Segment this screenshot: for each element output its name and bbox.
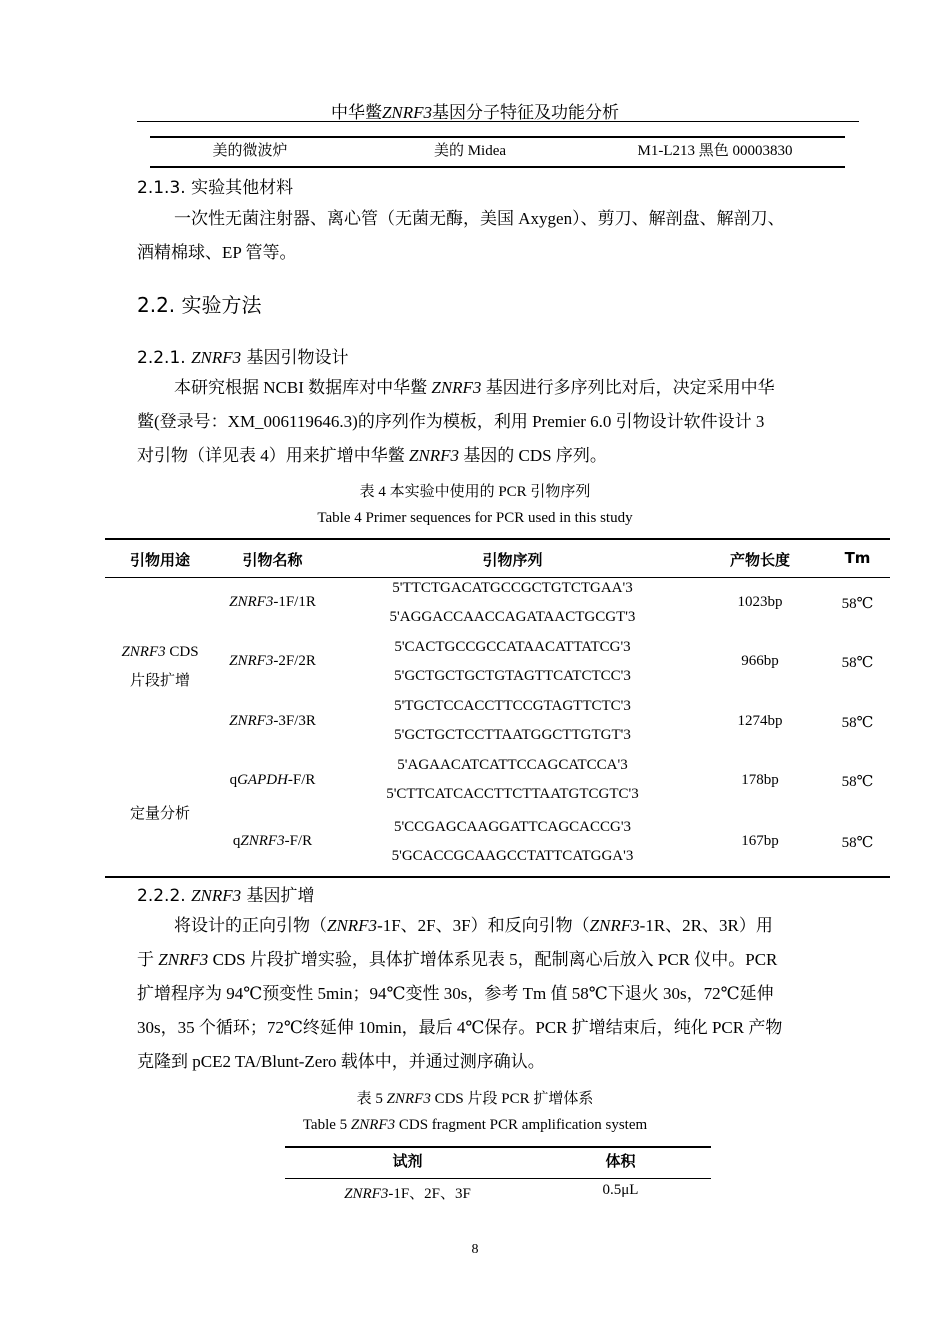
table5-reagent-cell: ZNRF3-1F、2F、3F: [344, 1186, 471, 1202]
primer-name: qZNRF3-F/R: [232, 833, 313, 849]
tm-value: 58℃: [841, 774, 874, 790]
primer-seq-reverse: 5'CTTCATCACCTTCTTAATGTCGTC'3: [386, 786, 639, 802]
section-2-2-2-line2: 于 ZNRF3 CDS 片段扩增实验，具体扩增体系见表 5，配制离心后放入 PCR 仪中。PCR: [137, 950, 778, 969]
equipment-brand: 美的 Midea: [433, 143, 507, 159]
table4-top-rule: [105, 538, 890, 540]
section-2-1-3-heading: 2.1.3. 实验其他材料: [137, 178, 294, 198]
section-2-1-3-line2: 酒精棉球、EP 管等。: [137, 243, 297, 262]
primer-seq-reverse: 5'GCTGCTCCTTAATGGCTTGTGT'3: [394, 727, 631, 743]
section-2-2-2-line4: 30s，35 个循环；72℃终延伸 10min，最后 4℃保存。PCR 扩增结束后，纯化 PCR 产物: [137, 1018, 783, 1037]
table4-header-sequence: 引物序列: [482, 551, 543, 569]
equipment-table-top-rule: [150, 136, 845, 138]
table5-header-volume: 体积: [605, 1152, 636, 1170]
section-2-2-2-paragraph: [137, 909, 862, 1079]
table4-header-rule: [105, 577, 890, 578]
product-length: 178bp: [741, 772, 779, 788]
table5-caption-cn: 表 5 ZNRF3 CDS 片段 PCR 扩增体系: [356, 1091, 594, 1107]
table4-header-length: 产物长度: [729, 551, 790, 569]
table4-header-tm: Tm: [844, 549, 871, 567]
table4-group-cds: ZNRF3 CDS 片段扩增: [121, 644, 199, 689]
primer-seq-forward: 5'AGAACATCATTCCAGCATCCA'3: [397, 757, 628, 773]
table4-header-purpose: 引物用途: [129, 551, 190, 569]
primer-name: ZNRF3-3F/3R: [229, 713, 316, 729]
section-2-2-heading: 2.2. 实验方法: [137, 293, 262, 317]
equipment-table-bottom-rule: [150, 166, 845, 168]
product-length: 167bp: [741, 833, 779, 849]
table4-caption-en: Table 4 Primer sequences for PCR used in this study: [317, 510, 633, 526]
page-number: 8: [471, 1242, 479, 1257]
section-2-2-1-heading: [137, 343, 349, 368]
table5-top-rule: [285, 1146, 711, 1148]
product-length: 1023bp: [737, 594, 783, 610]
table4-header-name: 引物名称: [242, 551, 303, 569]
primer-name: ZNRF3-2F/2R: [229, 653, 316, 669]
section-2-2-1-paragraph: [137, 371, 862, 473]
primer-name: qGAPDH-F/R: [229, 772, 316, 788]
running-header: [0, 98, 950, 123]
header-title-gene: ZNRF3: [381, 103, 433, 122]
table5-header-reagent: 试剂: [392, 1152, 423, 1170]
table5-caption-en: Table 5 ZNRF3 CDS fragment PCR amplification system: [302, 1117, 648, 1133]
table5-volume-cell: 0.5μL: [602, 1182, 639, 1198]
section-2-2-2-line5: 克隆到 pCE2 TA/Blunt-Zero 载体中，并通过测序确认。: [137, 1052, 545, 1071]
tm-value: 58℃: [841, 835, 874, 851]
section-2-2-1-title: 基因引物设计: [246, 348, 349, 368]
product-length: 966bp: [741, 653, 779, 669]
section-2-2-2-line1: 将设计的正向引物（ZNRF3-1F、2F、3F）和反向引物（ZNRF3-1R、2R、3R）用: [174, 916, 773, 935]
section-2-2-1-num: 2.2.1.: [137, 348, 186, 368]
primer-seq-reverse: 5'GCACCGCAAGCCTATTCATGGA'3: [391, 848, 634, 864]
section-2-2-1-line2: 鳖(登录号：XM_006119646.3)的序列作为模板，利用 Premier 6.0 引物设计软件设计 3: [137, 412, 765, 431]
section-2-2-1-line1: 本研究根据 NCBI 数据库对中华鳖 ZNRF3 基因进行多序列比对后，决定采用中华: [174, 378, 775, 397]
table5-header-rule: [285, 1178, 711, 1179]
primer-seq-forward: 5'TTCTGACATGCCGCTGTCTGAA'3: [392, 580, 633, 596]
section-2-2-1-gene: ZNRF3: [191, 348, 242, 367]
section-2-2-1-line3: 对引物（详见表 4）用来扩增中华鳖 ZNRF3 基因的 CDS 序列。: [137, 446, 607, 465]
primer-seq-forward: 5'CACTGCCGCCATAACATTATCG'3: [394, 639, 631, 655]
product-length: 1274bp: [737, 713, 783, 729]
header-title-prefix: 中华鳖: [330, 103, 382, 122]
table4-caption-cn: 表 4 本实验中使用的 PCR 引物序列: [359, 484, 591, 500]
primer-seq-forward: 5'CCGAGCAAGGATTCAGCACCG'3: [393, 819, 632, 835]
primer-name: ZNRF3-1F/1R: [229, 594, 316, 610]
primer-seq-reverse: 5'GCTGCTGCTGTAGTTCATCTCC'3: [394, 668, 631, 684]
tm-value: 58℃: [841, 715, 874, 731]
header-rule: [137, 121, 859, 122]
primer-seq-reverse: 5'AGGACCAACCAGATAACTGCGT'3: [389, 609, 636, 625]
section-2-2-2-line3: 扩增程序为 94℃预变性 5min；94℃变性 30s，参考 Tm 值 58℃下退火 30s，72℃延伸: [137, 984, 774, 1003]
section-2-1-3-text: [137, 202, 862, 270]
equipment-model: M1-L213 黑色 00003830: [637, 143, 793, 159]
table4-bottom-rule: [105, 876, 890, 878]
header-title-suffix: 基因分子特征及功能分析: [432, 103, 620, 122]
primer-seq-forward: 5'TGCTCCACCTTCCGTAGTTCTC'3: [394, 698, 631, 714]
tm-value: 58℃: [841, 655, 874, 671]
tm-value: 58℃: [841, 596, 874, 612]
section-2-1-3-line1: 一次性无菌注射器、离心管（无菌无酶，美国 Axygen）、剪刀、解剖盘、解剖刀、: [174, 209, 785, 228]
table4-group-quant: 定量分析: [129, 806, 190, 822]
section-2-2-2-heading: 2.2.2. ZNRF3 基因扩增: [137, 886, 315, 906]
equipment-name: 美的微波炉: [212, 143, 288, 159]
